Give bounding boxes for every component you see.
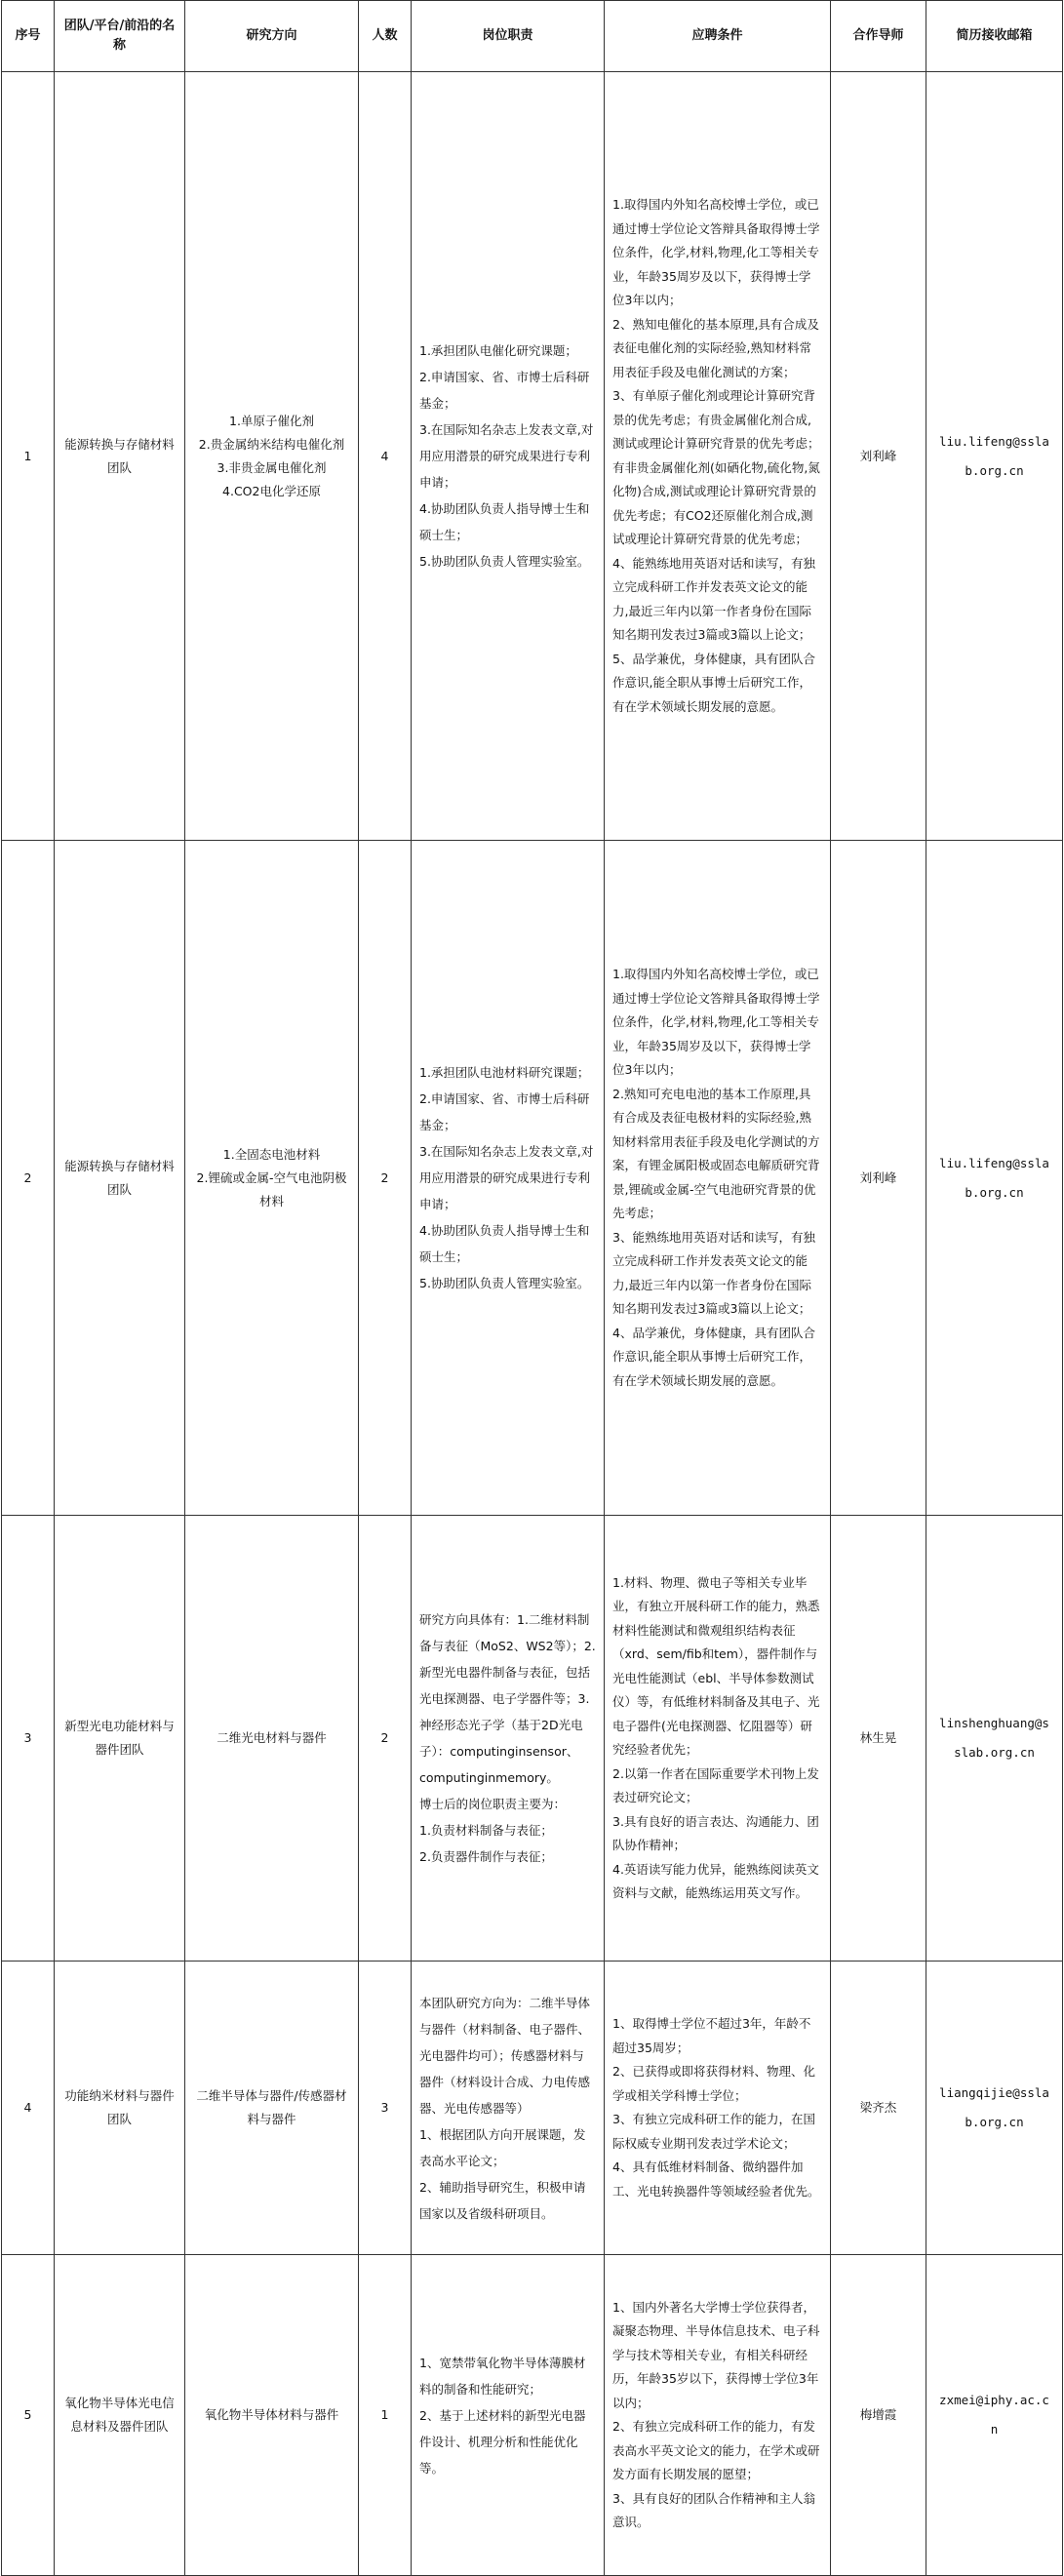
cell-requirements [605,1962,831,2255]
direction-line: 二维光电材料与器件 [217,1730,327,1745]
header-advisor: 合作导师 [831,1,926,72]
cell-no: 4 [2,1962,55,2255]
duty-item: 4.协助团队负责人指导博士生和硕士生； [419,1223,590,1264]
cell-requirements [605,841,831,1516]
duty-item: 1.承担团队电池材料研究课题； [419,1065,590,1080]
header-email: 简历接收邮箱 [926,1,1063,72]
direction-line: 2.锂硫或金属-空气电池阴极材料 [196,1169,347,1209]
table-row [2,72,1063,841]
cell-count: 4 [359,72,412,841]
requirement-item: 4.英语读写能力优异，能熟练阅读英文资料与文献，能熟练运用英文写作。 [612,1861,819,1900]
table-header-row [2,1,1063,72]
requirement-item: 2.以第一作者在国际重要学术刊物上发表过研究论文； [612,1765,819,1804]
duty-item: 2.申请国家、省、市博士后科研基金； [419,370,590,411]
cell-duties [412,1516,605,1962]
duty-item: 1、根据团队方向开展课题，发表高水平论文； [419,2126,586,2168]
duty-item: 2、辅助指导研究生，积极申请国家以及省级科研项目。 [419,2179,586,2221]
direction-line: 4.CO2电化学还原 [222,483,321,498]
requirement-item: 5、品学兼优，身体健康，具有团队合作意识,能全职从事博士后研究工作，有在学术领域长期发展的意愿。 [612,651,815,714]
cell-team: 新型光电功能材料与器件团队 [55,1516,185,1962]
table-row [2,2255,1063,2576]
duty-item: 4.协助团队负责人指导博士生和硕士生； [419,501,590,542]
cell-requirements [605,2255,831,2576]
duty-item: 2、基于上述材料的新型光电器件设计、机理分析和性能优化等。 [419,2407,586,2476]
requirement-item: 1.取得国内外知名高校博士学位，或已通过博士学位论文答辩具备取得博士学位条件，化学,材料,物理,化工等相关专业，年龄35周岁及以下，获得博士学位3年以内； [612,967,820,1077]
cell-direction [185,1962,359,2255]
cell-team: 氧化物半导体光电信息材料及器件团队 [55,2255,185,2576]
duty-item: 3.在国际知名杂志上发表文章,对用应用潜景的研究成果进行专利申请； [419,1144,594,1211]
cell-count: 2 [359,841,412,1516]
cell-email[interactable]: linshenghuang@sslab.org.cn [926,1516,1063,1962]
requirement-item: 4、品学兼优，身体健康，具有团队合作意识,能全职从事博士后研究工作，有在学术领域长期发展的意愿。 [612,1325,815,1388]
cell-team: 能源转换与存储材料团队 [55,841,185,1516]
cell-direction [185,2255,359,2576]
cell-no: 5 [2,2255,55,2576]
header-duties: 岗位职责 [412,1,605,72]
requirement-item: 1、取得博士学位不超过3年，年龄不超过35周岁； [612,2016,811,2055]
requirement-item: 2、已获得或即将获得材料、物理、化学或相关学科博士学位； [612,2064,815,2103]
duty-item: 2.申请国家、省、市博士后科研基金； [419,1091,590,1132]
requirement-item: 2.熟知可充电电池的基本工作原理,具有合成及表征电极材料的实际经验,熟知材料常用表征手段及电化学测试的方案，有锂金属阳极或固态电解质研究背景,锂硫或金属-空气电池研究背景的优先考虑； [612,1086,820,1220]
requirement-item: 3、有单原子催化剂或理论计算研究背景的优先考虑；有贵金属催化剂合成,测试或理论计算研究背景的优先考虑；有非贵金属催化剂(如硒化物,硫化物,氮化物)合成,测试或理论计算研究背景的优先考虑；有CO2还原催化剂合成,测试或理论计算研究背景的优先考虑； [612,388,820,546]
cell-count: 3 [359,1962,412,2255]
cell-advisor: 刘利峰 [831,72,926,841]
requirement-item: 3、有独立完成科研工作的能力，在国际权威专业期刊发表过学术论文； [612,2112,815,2151]
cell-direction [185,1516,359,1962]
cell-requirements [605,1516,831,1962]
cell-team: 能源转换与存储材料团队 [55,72,185,841]
cell-duties [412,2255,605,2576]
header-team: 团队/平台/前沿的名称 [55,1,185,72]
cell-email[interactable]: liu.lifeng@sslab.org.cn [926,72,1063,841]
requirement-item: 4、能熟练地用英语对话和读写，有独立完成科研工作并发表英文论文的能力,最近三年内以第一作者身份在国际知名期刊发表过3篇或3篇以上论文； [612,555,815,642]
requirement-item: 3、具有良好的团队合作精神和主人翁意识。 [612,2490,815,2529]
duty-item: 研究方向具体有：1.二维材料制备与表征（MoS2、WS2等）；2.新型光电器件制备与表征，包括光电探测器、电子学器件等；3.神经形态光子学（基于2D光电子）：computinginsensor、computinginmemory。 [419,1612,596,1785]
cell-no: 3 [2,1516,55,1962]
requirement-item: 1.取得国内外知名高校博士学位，或已通过博士学位论文答辩具备取得博士学位条件，化学,材料,物理,化工等相关专业，年龄35周岁及以下，获得博士学位3年以内； [612,197,820,307]
header-direction: 研究方向 [185,1,359,72]
direction-line: 3.非贵金属电催化剂 [217,459,327,475]
requirement-item: 2、熟知电催化的基本原理,具有合成及表征电催化剂的实际经验,熟知材料常用表征手段及电催化测试的方案； [612,316,819,379]
cell-duties [412,1962,605,2255]
table-row [2,1962,1063,2255]
cell-no: 1 [2,72,55,841]
duty-item: 2.负责器件制作与表征； [419,1849,553,1864]
requirement-item: 1、国内外著名大学博士学位获得者，凝聚态物理、半导体信息技术、电子科学与技术等相关专业，有相关科研经历，年龄35岁以下，获得博士学位3年以内； [612,2299,820,2410]
cell-advisor: 林生晃 [831,1516,926,1962]
cell-requirements [605,72,831,841]
duty-item: 1.负责材料制备与表征； [419,1823,553,1838]
cell-advisor: 刘利峰 [831,841,926,1516]
direction-line: 二维半导体与器件/传感器材料与器件 [196,2088,347,2126]
requirement-item: 3、能熟练地用英语对话和读写，有独立完成科研工作并发表英文论文的能力,最近三年内以第一作者身份在国际知名期刊发表过3篇或3篇以上论文； [612,1229,815,1316]
cell-email[interactable]: zxmei@iphy.ac.cn [926,2255,1063,2576]
duty-item: 3.在国际知名杂志上发表文章,对用应用潜景的研究成果进行专利申请； [419,422,594,490]
duty-item: 1、宽禁带氧化物半导体薄膜材料的制备和性能研究； [419,2355,586,2397]
requirement-item: 4、具有低维材料制备、微纳器件加工、光电转换器件等领域经验者优先。 [612,2160,820,2199]
cell-duties [412,72,605,841]
header-count: 人数 [359,1,412,72]
duty-item: 5.协助团队负责人管理实验室。 [419,1276,590,1290]
cell-count: 2 [359,1516,412,1962]
direction-line: 2.贵金属纳米结构电催化剂 [198,436,345,452]
table-row [2,841,1063,1516]
duty-item: 1.承担团队电催化研究课题； [419,343,577,358]
cell-email[interactable]: liangqijie@sslab.org.cn [926,1962,1063,2255]
requirement-item: 1.材料、物理、微电子等相关专业毕业，有独立开展科研工作的能力，熟悉材料性能测试和微观组织结构表征（xrd、sem/fib和tem），器件制作与光电性能测试（ebl、半导体参数测试仪）等，有低维材料制备及其电子、光电子器件(光电探测器、忆阻器等）研究经验者优先； [612,1574,820,1757]
cell-advisor: 梁齐杰 [831,1962,926,2255]
cell-duties [412,841,605,1516]
cell-advisor: 梅增霞 [831,2255,926,2576]
postdoc-positions-table [1,0,1063,2576]
cell-direction [185,841,359,1516]
table-row [2,1516,1063,1962]
direction-line: 氧化物半导体材料与器件 [204,2407,339,2422]
direction-line: 1.全固态电池材料 [222,1146,321,1162]
requirement-item: 3.具有良好的语言表达、沟通能力、团队协作精神； [612,1813,819,1852]
requirement-item: 2、有独立完成科研工作的能力，有发表高水平英文论文的能力，在学术或研发方面有长期发展的愿望； [612,2419,820,2481]
duty-item: 博士后的岗位职责主要为： [419,1797,567,1811]
duty-item: 本团队研究方向为：二维半导体与器件（材料制备、电子器件、光电器件均可）；传感器材料与器件（材料设计合成、力电传感器、光电传感器等） [419,1995,591,2116]
header-requirements: 应聘条件 [605,1,831,72]
cell-direction [185,72,359,841]
cell-count: 1 [359,2255,412,2576]
direction-line: 1.单原子催化剂 [229,413,314,428]
duty-item: 5.协助团队负责人管理实验室。 [419,554,590,569]
header-no: 序号 [2,1,55,72]
cell-team: 功能纳米材料与器件团队 [55,1962,185,2255]
cell-email[interactable]: liu.lifeng@sslab.org.cn [926,841,1063,1516]
cell-no: 2 [2,841,55,1516]
